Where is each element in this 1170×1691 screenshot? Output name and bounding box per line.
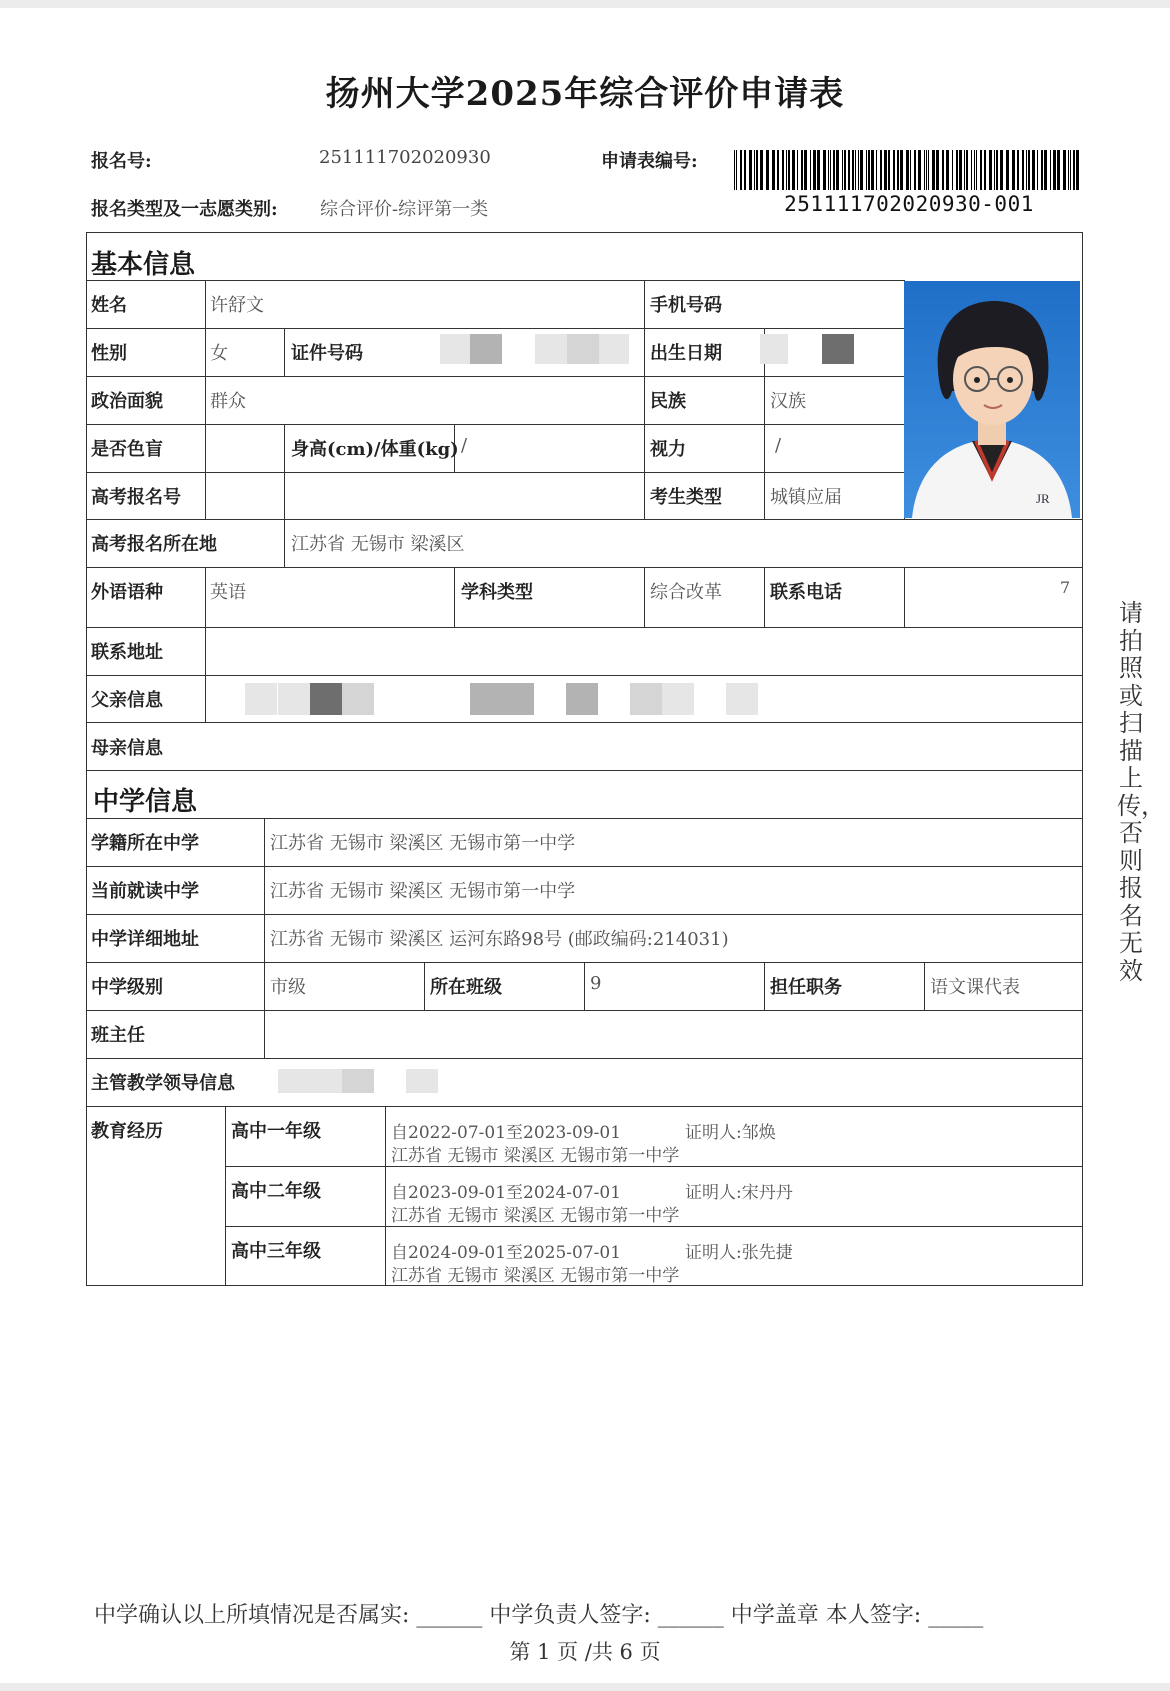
contact-value: 7 xyxy=(1060,578,1071,597)
address-label: 联系地址 xyxy=(91,642,163,663)
mosaic-block xyxy=(406,1069,438,1093)
gaokao-loc-label: 高考报名所在地 xyxy=(91,534,217,555)
school-level-value: 市级 xyxy=(270,977,306,998)
mosaic-block xyxy=(342,1069,374,1093)
grade-label: 高中一年级 xyxy=(231,1121,321,1142)
subject-label: 学科类型 xyxy=(461,582,533,603)
mosaic-block xyxy=(535,334,567,364)
edu-school-value: 江苏省 无锡市 梁溪区 无锡市第一中学 xyxy=(391,1266,680,1286)
reg-no-value: 251111702020930 xyxy=(319,147,491,168)
mosaic-block xyxy=(822,334,854,364)
reg-no-label: 报名号: xyxy=(91,151,152,172)
mosaic-block xyxy=(440,334,470,364)
class-value: 9 xyxy=(590,973,602,994)
ethnic-label: 民族 xyxy=(650,391,686,412)
witness-value: 证明人:张先捷 xyxy=(685,1243,793,1263)
father-label: 父亲信息 xyxy=(91,690,163,711)
edu-school-value: 江苏省 无锡市 梁溪区 无锡市第一中学 xyxy=(391,1206,680,1226)
witness-value: 证明人:邹焕 xyxy=(685,1123,776,1143)
political-value: 群众 xyxy=(210,391,246,412)
form-title: 扬州大学2025年综合评价申请表 xyxy=(325,74,845,114)
application-sheet xyxy=(0,8,1170,1683)
basic-section-title: 基本信息 xyxy=(91,250,196,280)
gaokao-loc-value: 江苏省 无锡市 梁溪区 xyxy=(291,534,465,555)
redaction-teacher xyxy=(265,1012,495,1057)
education-label: 教育经历 xyxy=(91,1121,163,1142)
vision-value: / xyxy=(775,435,782,456)
mosaic-block xyxy=(278,1069,310,1093)
ethnic-value: 汉族 xyxy=(770,391,806,412)
barcode-number: 251111702020930-001 xyxy=(784,192,1034,216)
mosaic-block xyxy=(726,683,758,715)
duty-value: 语文课代表 xyxy=(930,977,1020,998)
gender-value: 女 xyxy=(210,343,228,364)
period-value: 自2024-09-01至2025-07-01 xyxy=(391,1243,622,1263)
reg-school-value: 江苏省 无锡市 梁溪区 无锡市第一中学 xyxy=(270,833,576,854)
svg-text:JR: JR xyxy=(1036,491,1050,506)
mosaic-block xyxy=(278,683,310,715)
school-level-label: 中学级别 xyxy=(91,977,163,998)
grade-label: 高中二年级 xyxy=(231,1181,321,1202)
type-value: 综合评价-综评第一类 xyxy=(320,199,489,220)
exam-type-value: 城镇应届 xyxy=(770,487,842,508)
mosaic-block xyxy=(760,334,788,364)
side-note: 请拍照或扫描上传，否则报名无效 xyxy=(1117,599,1165,985)
mosaic-block xyxy=(630,683,662,715)
phone-label: 手机号码 xyxy=(650,295,722,316)
language-value: 英语 xyxy=(210,582,246,603)
class-label: 所在班级 xyxy=(430,977,502,998)
mosaic-block xyxy=(566,683,598,715)
edu-school-value: 江苏省 无锡市 梁溪区 无锡市第一中学 xyxy=(391,1146,680,1166)
mosaic-block xyxy=(245,683,277,715)
gaokao-no-label: 高考报名号 xyxy=(91,487,181,508)
mosaic-block xyxy=(310,1069,342,1093)
mosaic-block xyxy=(567,334,599,364)
mosaic-block xyxy=(599,334,629,364)
barcode-image xyxy=(734,150,1084,190)
mosaic-block xyxy=(310,683,342,715)
name-value: 许舒文 xyxy=(210,295,264,316)
language-label: 外语语种 xyxy=(91,582,163,603)
mosaic-block xyxy=(502,683,534,715)
form-no-label: 申请表编号: xyxy=(601,151,698,172)
name-label: 姓名 xyxy=(91,295,127,316)
height-weight-label: 身高(cm)/体重(kg) xyxy=(291,439,459,460)
subject-value: 综合改革 xyxy=(650,582,722,603)
mother-label: 母亲信息 xyxy=(91,738,163,759)
mosaic-block xyxy=(470,334,502,364)
confirmation-footer: 中学确认以上所填情况是否属实: ______ 中学负责人签字: ______ 中学盖章 本人签字: _____ xyxy=(94,1603,984,1628)
exam-type-label: 考生类型 xyxy=(650,487,722,508)
duty-label: 担任职务 xyxy=(770,977,842,998)
contact-label: 联系电话 xyxy=(770,582,842,603)
vision-label: 视力 xyxy=(650,439,686,460)
period-value: 自2023-09-01至2024-07-01 xyxy=(391,1183,622,1203)
id-label: 证件号码 xyxy=(291,343,363,364)
colorblind-label: 是否色盲 xyxy=(91,439,163,460)
height-weight-value: / xyxy=(461,435,468,456)
applicant-photo xyxy=(904,281,1080,518)
leader-label: 主管教学领导信息 xyxy=(91,1073,235,1094)
birth-label: 出生日期 xyxy=(650,343,722,364)
head-teacher-label: 班主任 xyxy=(91,1025,145,1046)
period-value: 自2022-07-01至2023-09-01 xyxy=(391,1123,622,1143)
mosaic-block xyxy=(470,683,502,715)
grade-label: 高中三年级 xyxy=(231,1241,321,1262)
mosaic-block xyxy=(662,683,694,715)
school-section-title: 中学信息 xyxy=(93,787,198,817)
school-addr-value: 江苏省 无锡市 梁溪区 运河东路98号 (邮政编码:214031) xyxy=(270,929,729,950)
school-addr-label: 中学详细地址 xyxy=(91,929,199,950)
political-label: 政治面貌 xyxy=(91,391,163,412)
reg-school-label: 学籍所在中学 xyxy=(91,833,199,854)
redaction-mother xyxy=(206,724,1082,769)
mosaic-block xyxy=(342,683,374,715)
cur-school-value: 江苏省 无锡市 梁溪区 无锡市第一中学 xyxy=(270,881,576,902)
cur-school-label: 当前就读中学 xyxy=(91,881,199,902)
type-label: 报名类型及一志愿类别: xyxy=(91,199,278,220)
redaction-address xyxy=(206,628,1082,674)
witness-value: 证明人:宋丹丹 xyxy=(685,1183,793,1203)
page-number: 第 1 页 /共 6 页 xyxy=(509,1640,661,1664)
gender-label: 性别 xyxy=(91,343,127,364)
